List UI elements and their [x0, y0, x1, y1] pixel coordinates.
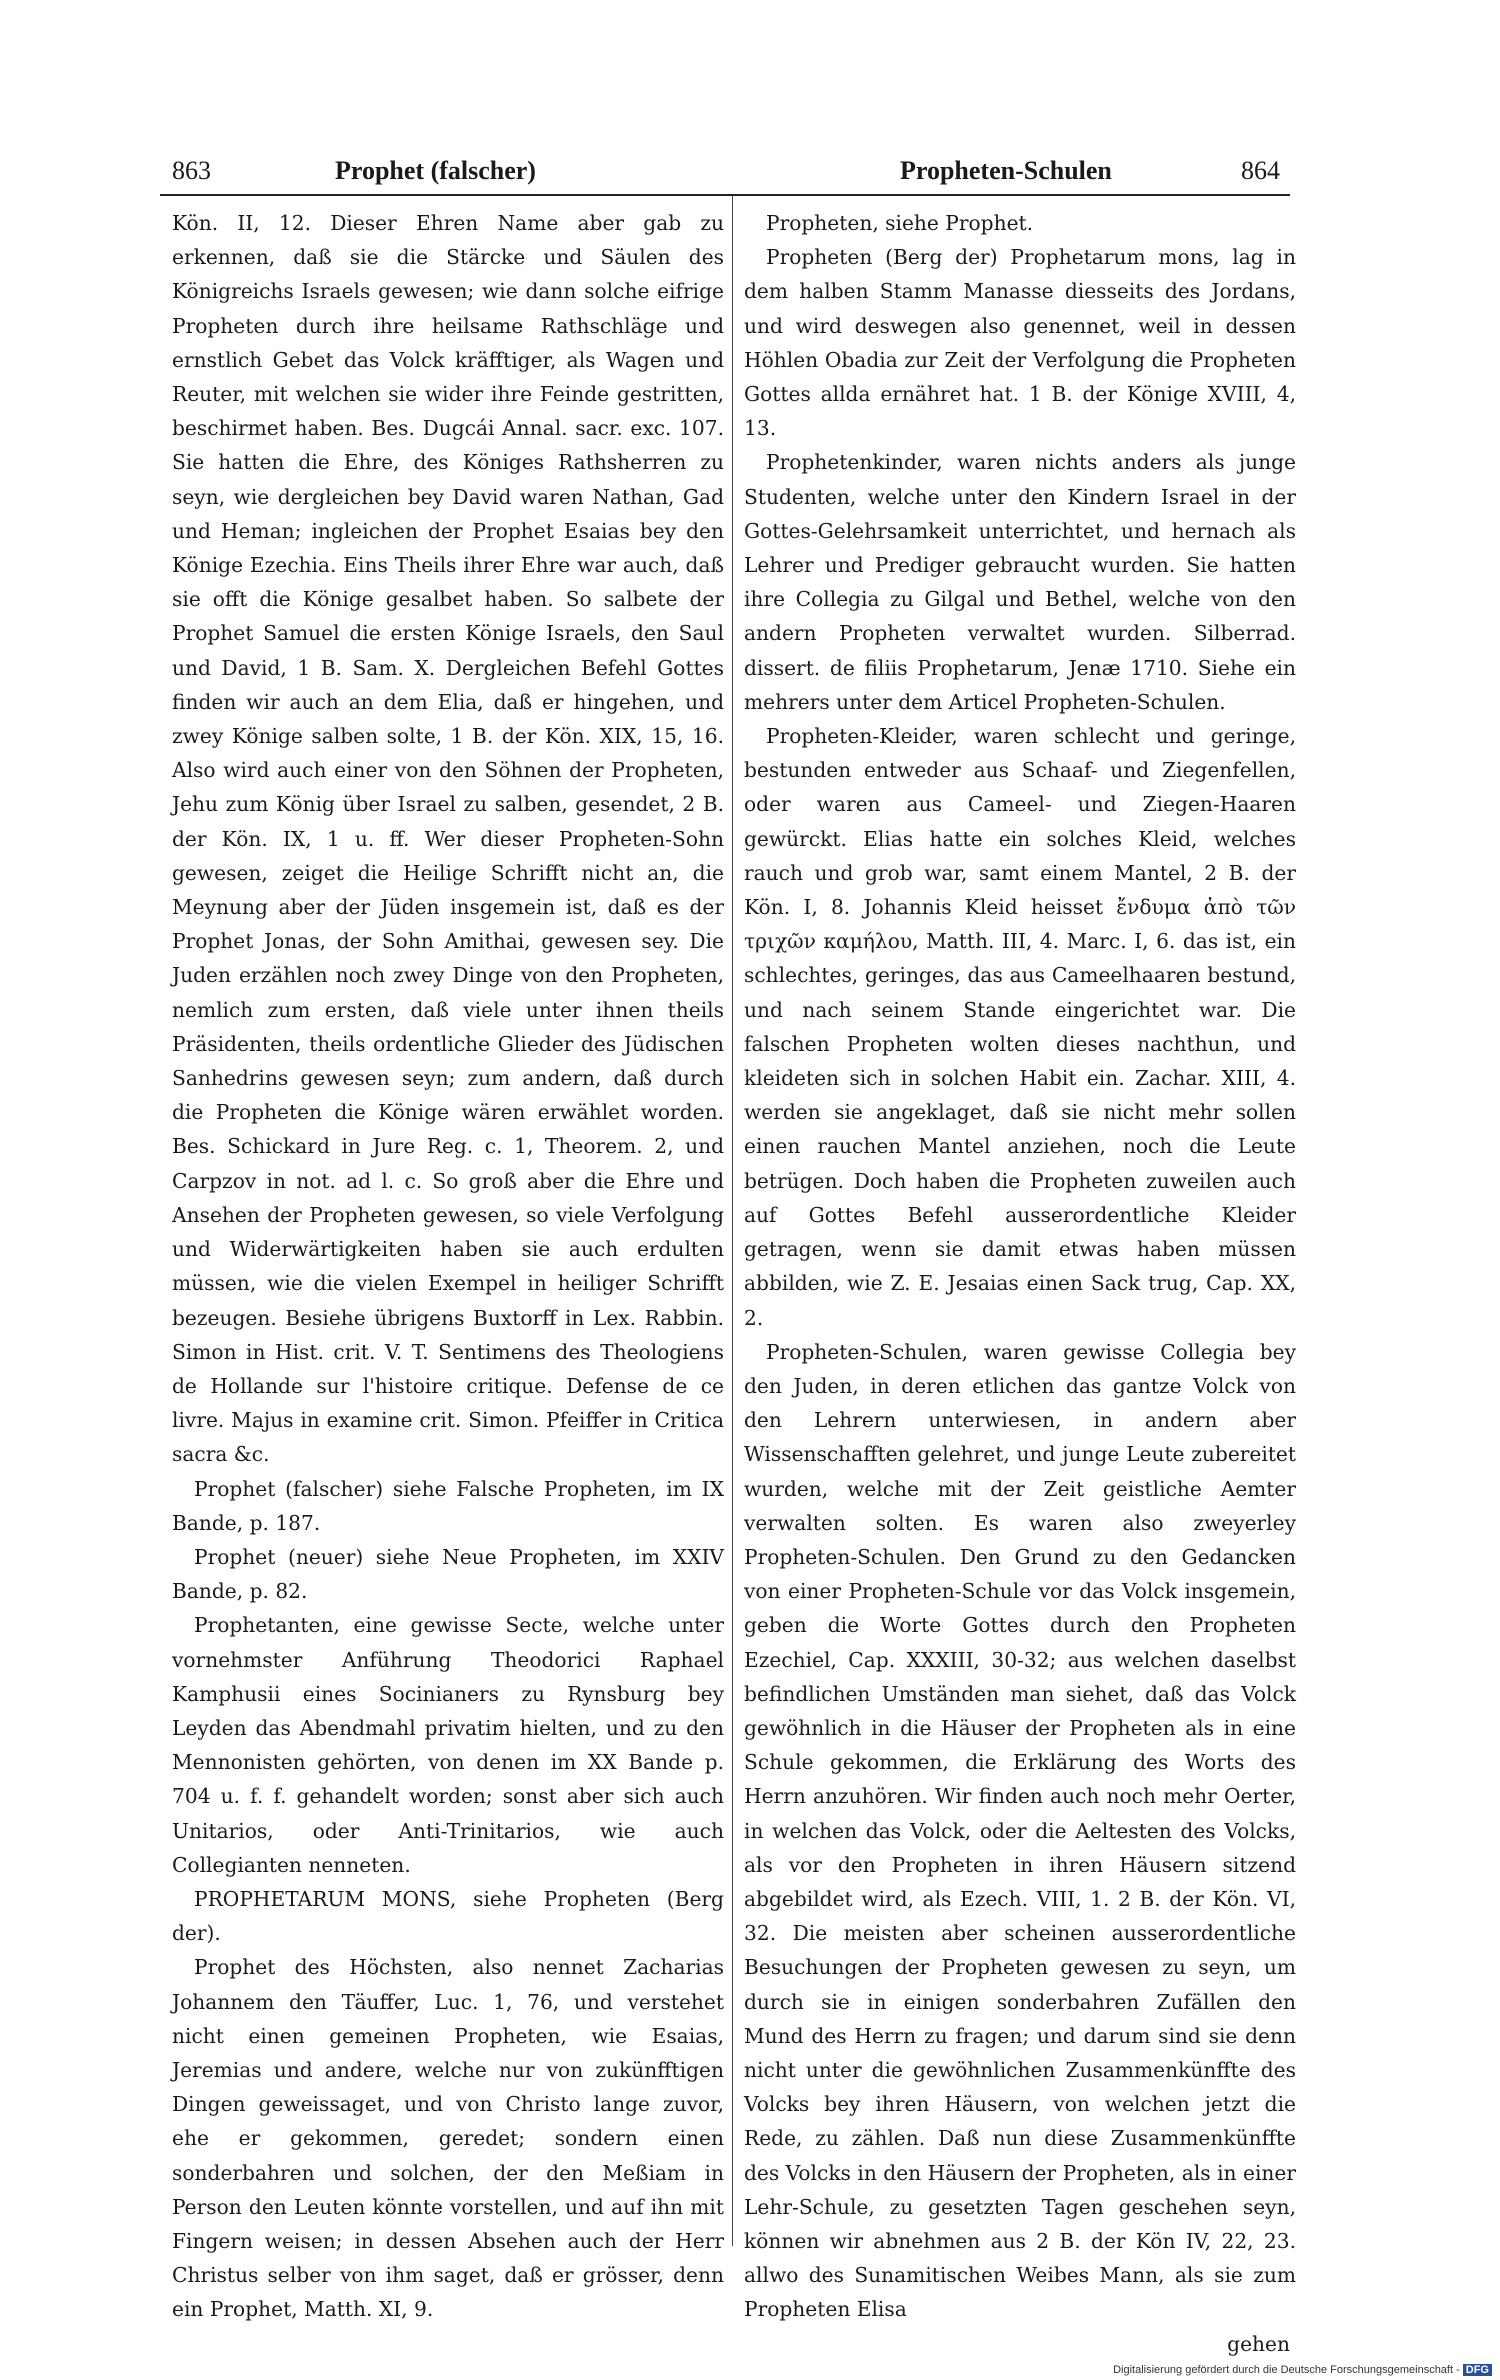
dfg-logo: DFG — [1463, 2364, 1492, 2376]
entry-propheten-schulen: Propheten-Schulen, waren gewisse Collegia bey den Juden, in deren etlichen das gantze Volck von den Lehrern unterwiesen, in andern aber Wissenschafften gelehret, und junge Leute zubereitet wurden, welche mit der Zeit geistliche Aemter verwalten solten. Es waren also zweyerley Propheten-Schulen. Den Grund zu den Gedancken von einer Propheten-Schule vor das Volck insgemein, geben die Worte Gottes durch den Propheten Ezechiel, Cap. XXXIII, 30-32; aus welchen daselbst befindlichen Umständen man siehet, daß das Volck gewöhnlich in die Häuser der Propheten als in eine Schule gekommen, die Erklärung des Worts des Herrn anzuhören. Wir finden auch noch mehr Oerter, in welchen das Volck, oder die Aeltesten des Volcks, als vor den Propheten in ihren Häusern sitzend abgebildet wird, als Ezech. VIII, 1. 2 B. der Kön. VI, 32. Die meisten aber scheinen ausserordentliche Besuchungen der Propheten gewesen zu seyn, um durch sie in einigen sonderbahren Zufällen den Mund des Herrn zu fragen; und darum sind sie denn nicht unter die gewöhnlichen Zusammenkünffte des Volcks bey ihren Häusern, von welchen jetzt die Rede, zu zählen. Daß nun diese Zusammenkünffte des Volcks in den Häusern der Propheten, als in einer Lehr-Schule, zu gesetzten Tagen geschehen seyn, können wir abnehmen aus 2 B. der Kön IV, 22, 23. allwo des Sunamitischen Weibes Mann, als sie zum Propheten Elisa — [744, 1339, 1296, 2322]
right-page-number: 864 — [1241, 156, 1280, 185]
entry-propheten-kleider: Propheten-Kleider, waren schlecht und geringe, bestunden entweder aus Schaaf- und Ziegenfellen, oder waren aus Cameel- und Ziegen-Haaren gewürckt. Elias hatte ein solches Kleid, welches rauch und grob war, samt einem Mantel, 2 B. der Kön. I, 8. Johannis Kleid heisset ἔνδυμα ἀπὸ τῶν τριχῶν καμήλου, Matth. III, 4. Marc. I, 6. das ist, ein schlechtes, geringes, das aus Cameelhaaren bestund, und nach seinem Stande eingerichtet war. Die falschen Propheten wolten dieses nachthun, und kleideten sich in solchen Habit ein. Zachar. XIII, 4. werden sie angeklaget, daß sie nicht mehr sollen einen rauchen Mantel anziehen, noch die Leute betrügen. Doch haben die Propheten zuweilen auch auf Gottes Befehl ausserordentliche Kleider getragen, wenn sie damit etwas haben müssen abbilden, wie Z. E. Jesaias einen Sack trug, Cap. XX, 2. — [744, 724, 1296, 1330]
entry-propheten: Propheten, siehe Prophet. — [766, 211, 1034, 235]
book-page — [160, 150, 1296, 2356]
entry-prophetarum-mons: PROPHETARUM MONS, siehe Propheten (Berg der). — [172, 1886, 724, 1946]
digitization-credit — [1113, 2364, 1492, 2376]
entry-prophetanten: Prophetanten, eine gewisse Secte, welche unter vornehmster Anführung Theodorici Raphael Kamphusii eines Socinianers zu Rynsburg bey Leyden das Abendmahl privatim hielten, und zu den Mennonisten gehörten, von denen im XX Bande p. 704 u. f. f. gehandelt worden; sonst aber sich auch Unitarios, oder Anti-Trinitarios, wie auch Collegianten nenneten. — [172, 1613, 724, 1877]
entry-prophet-neuer: Prophet (neuer) siehe Neue Propheten, im XXIV Bande, p. 82. — [172, 1544, 724, 1604]
left-page-number: 863 — [172, 156, 211, 185]
entry-prophet-des-hoechsten: Prophet des Höchsten, also nennet Zacharias Johannem den Täuffer, Luc. 1, 76, und verstehet nicht einen gemeinen Propheten, wie Esaias, Jeremias und andere, welche nur von zukünfftigen Dingen geweissaget, und von Christo lange zuvor, ehe er gekommen, geredet; sondern einen sonderbahren und solchen, der den Meßiam in Person den Leuten könnte vorstellen, und auf ihn mit Fingern weisen; in dessen Absehen auch der Herr Christus selber von ihm saget, daß er grösser, denn ein Prophet, Matth. XI, 9. — [172, 1955, 724, 2322]
left-column — [172, 206, 724, 2322]
entry-prophetenkinder: Prophetenkinder, waren nichts anders als junge Studenten, welche unter den Kindern Israel in der Gottes-Gelehrsamkeit unterrichtet, und hernach als Lehrer und Prediger gebraucht wurden. Sie hatten ihre Collegia zu Gilgal und Bethel, welche von den andern Propheten verwaltet wurden. Silberrad. dissert. de filiis Prophetarum, Jenæ 1710. Siehe ein mehrers unter dem Articel Propheten-Schulen. — [744, 450, 1296, 714]
entry-prophet-continued: Kön. II, 12. Dieser Ehren Name aber gab zu erkennen, daß sie die Stärcke und Säulen des Königreichs Israels gewesen; wie dann solche eifrige Propheten durch ihre heilsame Rathschläge und ernstlich Gebet das Volck kräfftiger, als Wagen und Reuter, mit welchen sie wider ihre Feinde gestritten, beschirmet haben. Bes. Dugcái Annal. sacr. exc. 107. Sie hatten die Ehre, des Königes Rathsherren zu seyn, wie dergleichen bey David waren Nathan, Gad und Heman; ingleichen der Prophet Esaias bey den Könige Ezechia. Eins Theils ihrer Ehre war auch, daß sie offt die Könige gesalbet haben. So salbete der Prophet Samuel die ersten Könige Israels, den Saul und David, 1 B. Sam. X. Dergleichen Befehl Gottes finden wir auch an dem Elia, daß er hingehen, und zwey Könige salben solte, 1 B. der Kön. XIX, 15, 16. Also wird auch einer von den Söhnen der Propheten, Jehu zum König über Israel zu salben, gesendet, 2 B. der Kön. IX, 1 u. ff. Wer dieser Propheten-Sohn gewesen, zeiget die Heilige Schrifft nicht an, die Meynung aber der Jüden insgemein ist, daß es der Prophet Jonas, der Sohn Amithai, gewesen sey. Die Juden erzählen noch zwey Dinge von den Propheten, nemlich zum ersten, daß viele unter ihnen theils Präsidenten, theils ordentliche Glieder des Jüdischen Sanhedrins gewesen seyn; zum andern, daß durch die Propheten die Könige wären erwählet worden. Bes. Schickard in Jure Reg. c. 1, Theorem. 2, und Carpzov in not. ad l. c. So groß aber die Ehre und Ansehen der Propheten gewesen, so viele Verfolgung und Widerwärtigkeiten haben sie auch erdulten müssen, wie die vielen Exempel in heiliger Schrifft bezeugen. Besiehe übrigens Buxtorff in Lex. Rabbin. Simon in Hist. crit. V. T. Sentimens des Theologiens de Hollande sur l'histoire critique. Defense de ce livre. Majus in examine crit. Simon. Pfeiffer in Critica sacra &c. — [172, 211, 724, 1467]
right-running-title: Propheten-Schulen — [900, 156, 1112, 185]
credit-text: Digitalisierung gefördert durch die Deutsche Forschungsgemeinschaft - — [1113, 2364, 1460, 2376]
entry-prophet-falscher: Prophet (falscher) siehe Falsche Propheten, im IX Bande, p. 187. — [172, 1476, 724, 1535]
page-header — [160, 150, 1290, 196]
catchword: gehen — [1227, 2331, 1290, 2356]
right-column — [744, 206, 1296, 2356]
column-divider — [732, 196, 733, 2246]
entry-propheten-berg: Propheten (Berg der) Prophetarum mons, lag in dem halben Stamm Manasse diesseits des Jordans, und wird deswegen also genennet, weil in dessen Höhlen Obadia zur Zeit der Verfolgung die Propheten Gottes allda ernähret hat. 1 B. der Könige XVIII, 4, 13. — [744, 245, 1296, 441]
left-running-title: Prophet (falscher) — [335, 156, 536, 185]
